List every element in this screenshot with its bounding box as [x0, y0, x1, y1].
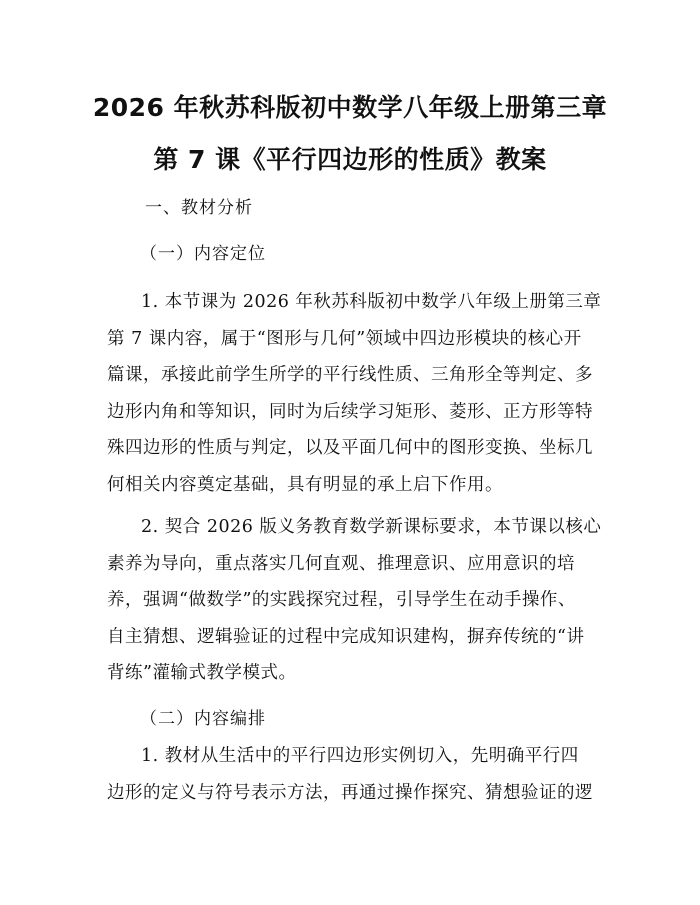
- paragraph-line: 2. 契合 2026 版义务教育数学新课标要求，本节课以核心: [141, 517, 602, 537]
- section-heading-textbook-analysis: 一、教材分析: [145, 198, 253, 218]
- paragraph-1: [107, 284, 602, 503]
- paragraph-2: [107, 509, 602, 692]
- subsection-heading-content-positioning: （一）内容定位: [140, 244, 266, 264]
- paragraph-line: 自主猜想、逻辑验证的过程中完成知识建构，摒弃传统的“讲: [107, 626, 585, 647]
- document-title-line-1: 2026 年秋苏科版初中数学八年级上册第三章: [92, 93, 608, 122]
- paragraph-line: 背练”灌输式教学模式。: [107, 663, 297, 683]
- subsection-heading-content-arrangement: （二）内容编排: [140, 709, 266, 729]
- paragraph-line: 边形的定义与符号表示方法，再通过操作探究、猜想验证的逻: [107, 782, 593, 803]
- paragraph-3: [107, 738, 593, 811]
- paragraph-line: 素养为导向，重点落实几何直观、推理意识、应用意识的培: [107, 553, 575, 574]
- paragraph-line: 第 7 课内容，属于“图形与几何”领域中四边形模块的核心开: [107, 328, 582, 349]
- paragraph-line: 1. 教材从生活中的平行四边形实例切入，先明确平行四: [141, 746, 579, 766]
- paragraph-line: 殊四边形的性质与判定，以及平面几何中的图形变换、坐标几: [107, 438, 593, 458]
- paragraph-line: 边形内角和等知识，同时为后续学习矩形、菱形、正方形等特: [107, 401, 593, 422]
- paragraph-line: 养，强调“做数学”的实践探究过程，引导学生在动手操作、: [107, 590, 576, 610]
- paragraph-line: 篇课，承接此前学生所学的平行线性质、三角形全等判定、多: [107, 365, 593, 385]
- paragraph-line: 何相关内容奠定基础，具有明显的承上启下作用。: [107, 474, 503, 495]
- paragraph-line: 1. 本节课为 2026 年秋苏科版初中数学八年级上册第三章: [141, 292, 602, 312]
- document-title-line-2: 第 7 课《平行四边形的性质》教案: [153, 145, 547, 174]
